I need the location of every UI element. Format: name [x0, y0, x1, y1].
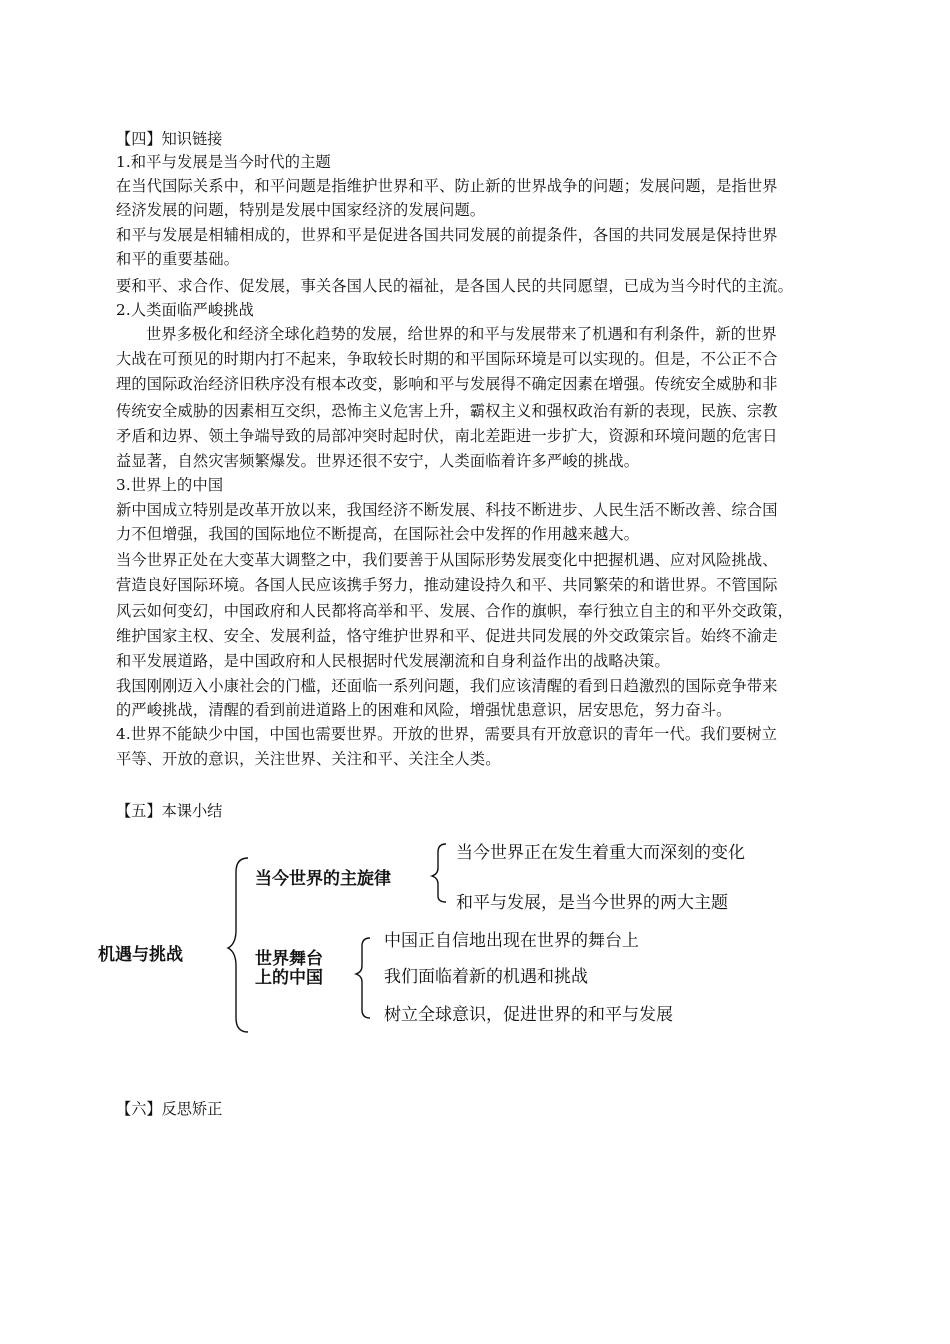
- text-line: 传统安全威胁的因素相互交织，恐怖主义危害上升，霸权主义和强权政治有新的表现，民族、宗教: [116, 402, 778, 420]
- text-line: 大战在可预见的时期内打不起来，争取较长时期的和平国际环境是可以实现的。但是，不公正不合: [116, 350, 778, 368]
- text-line: 和平与发展是相辅相成的，世界和平是促进各国共同发展的前提条件，各国的共同发展是保持世界: [116, 226, 778, 244]
- text-line: 当今世界正处在大变革大调整之中，我们要善于从国际形势发展变化中把握机遇、应对风险挑战、: [116, 551, 778, 569]
- text-line: 要和平、求合作、促发展，事关各国人民的福祉，是各国人民的共同愿望，已成为当今时代的主流。: [116, 277, 794, 295]
- text-line: 力不但增强，我国的国际地位不断提高，在国际社会中发挥的作用越来越大。: [116, 525, 640, 543]
- leaf-item: 树立全球意识，促进世界的和平与发展: [384, 1005, 673, 1025]
- leaf-item: 中国正自信地出现在世界的舞台上: [384, 931, 639, 951]
- leaf-item: 和平与发展，是当今世界的两大主题: [456, 893, 728, 913]
- branch-world-theme: 当今世界的主旋律: [255, 869, 391, 889]
- section-six-heading: 【六】反思矫正: [116, 1100, 223, 1118]
- branch-china-on-world-stage: [255, 950, 323, 988]
- branch2-brace: [356, 938, 370, 1018]
- section-four-heading: 【四】知识链接: [116, 130, 223, 148]
- summary-mindmap: [90, 832, 810, 1042]
- text-line: 的严峻挑战，清醒的看到前进道路上的困难和风险，增强忧患意识，居安思危，努力奋斗。: [116, 701, 732, 719]
- leaf-item: 我们面临着新的机遇和挑战: [384, 967, 588, 987]
- text-line: 营造良好国际环境。各国人民应该携手努力，推动建设持久和平、共同繁荣的和谐世界。不管国际: [116, 576, 778, 594]
- text-line: 4.世界不能缺少中国，中国也需要世界。开放的世界，需要具有开放意识的青年一代。我们要树立: [116, 725, 778, 743]
- text-line: 维护国家主权、安全、发展利益，恪守维护世界和平、促进共同发展的外交政策宗旨。始终不渝走: [116, 627, 778, 645]
- text-line: 1.和平与发展是当今时代的主题: [116, 153, 331, 171]
- root-node: 机遇与挑战: [98, 945, 183, 965]
- text-line: 矛盾和边界、领土争端导致的局部冲突时起时伏，南北差距进一步扩大，资源和环境问题的危害日: [116, 427, 778, 445]
- text-line: 和平的重要基础。: [116, 250, 240, 268]
- text-line: 经济发展的问题，特别是发展中国家经济的发展问题。: [116, 201, 486, 219]
- text-line: 风云如何变幻，中国政府和人民都将高举和平、发展、合作的旗帜，奉行独立自主的和平外交政策，: [116, 602, 794, 620]
- text-line: 新中国成立特别是改革开放以来，我国经济不断发展、科技不断进步、人民生活不断改善、综合国: [116, 501, 778, 519]
- text-line: 3.世界上的中国: [116, 476, 224, 494]
- text-line: 2.人类面临严峻挑战: [116, 301, 254, 319]
- leaf-item: 当今世界正在发生着重大而深刻的变化: [456, 843, 745, 863]
- text-line: 在当代国际关系中，和平问题是指维护世界和平、防止新的世界战争的问题；发展问题，是指世界: [116, 177, 778, 195]
- section-five-heading: 【五】本课小结: [116, 802, 223, 820]
- branch-label-line: 上的中国: [255, 968, 323, 988]
- text-line: 世界多极化和经济全球化趋势的发展，给世界的和平与发展带来了机遇和有利条件，新的世界: [146, 325, 777, 343]
- root-brace: [228, 858, 248, 1032]
- text-line: 理的国际政治经济旧秩序没有根本改变，影响和平与发展得不确定因素在增强。传统安全威胁和非: [116, 375, 778, 393]
- text-line: 和平发展道路，是中国政府和人民根据时代发展潮流和自身利益作出的战略决策。: [116, 652, 670, 670]
- text-line: 益显著，自然灾害频繁爆发。世界还很不安宁，人类面临着许多严峻的挑战。: [116, 452, 640, 470]
- text-line: 我国刚刚迈入小康社会的门槛，还面临一系列问题，我们应该清醒的看到日趋激烈的国际竞争带来: [116, 677, 778, 695]
- text-line: 平等、开放的意识，关注世界、关注和平、关注全人类。: [116, 750, 501, 768]
- branch-label-line: 世界舞台: [255, 949, 323, 969]
- branch1-brace: [432, 844, 446, 902]
